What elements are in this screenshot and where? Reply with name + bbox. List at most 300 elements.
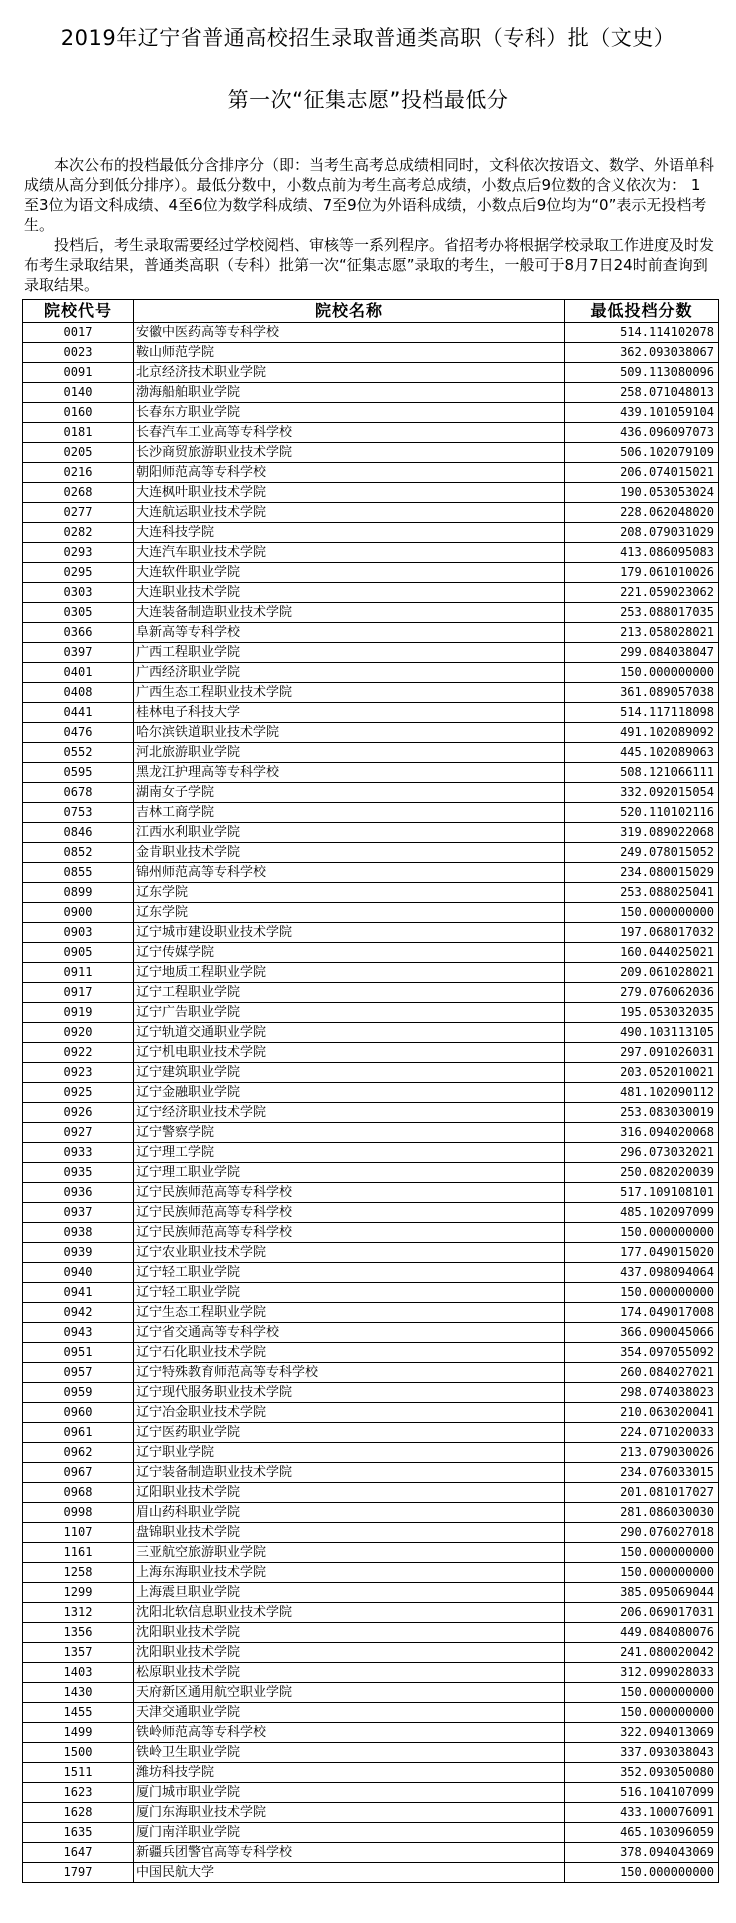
- min-score-cell: 213.058028021: [565, 623, 719, 643]
- school-code-cell: 0933: [23, 1143, 134, 1163]
- table-row: [23, 403, 719, 423]
- min-score-cell: 352.093050080: [565, 1763, 719, 1783]
- school-name-cell: 辽宁建筑职业学院: [134, 1063, 565, 1083]
- table-row: [23, 983, 719, 1003]
- school-code-cell: 0962: [23, 1443, 134, 1463]
- table-row: [23, 723, 719, 743]
- min-score-cell: 516.104107099: [565, 1783, 719, 1803]
- min-score-cell: 361.089057038: [565, 683, 719, 703]
- table-row: [23, 1263, 719, 1283]
- school-code-cell: 1511: [23, 1763, 134, 1783]
- table-row: [23, 1423, 719, 1443]
- min-score-cell: 362.093038067: [565, 343, 719, 363]
- school-name-cell: 三亚航空旅游职业学院: [134, 1543, 565, 1563]
- school-name-cell: 辽宁医药职业学院: [134, 1423, 565, 1443]
- min-score-cell: 439.101059104: [565, 403, 719, 423]
- min-score-cell: 174.049017008: [565, 1303, 719, 1323]
- min-score-cell: 509.113080096: [565, 363, 719, 383]
- table-row: [23, 1383, 719, 1403]
- table-row: [23, 563, 719, 583]
- table-row: [23, 1483, 719, 1503]
- school-code-cell: 0091: [23, 363, 134, 383]
- table-row: [23, 1563, 719, 1583]
- school-code-cell: 0942: [23, 1303, 134, 1323]
- school-code-cell: 0408: [23, 683, 134, 703]
- school-name-cell: 大连枫叶职业技术学院: [134, 483, 565, 503]
- min-score-cell: 224.071020033: [565, 1423, 719, 1443]
- table-row: [23, 1743, 719, 1763]
- school-name-cell: 辽东学院: [134, 903, 565, 923]
- table-row: [23, 1043, 719, 1063]
- school-code-cell: 0943: [23, 1323, 134, 1343]
- school-name-cell: 广西经济职业学院: [134, 663, 565, 683]
- table-row: [23, 1003, 719, 1023]
- min-score-cell: 150.000000000: [565, 1283, 719, 1303]
- school-name-cell: 眉山药科职业学院: [134, 1503, 565, 1523]
- school-code-cell: 0927: [23, 1123, 134, 1143]
- table-row: [23, 1123, 719, 1143]
- school-name-cell: 厦门城市职业学院: [134, 1783, 565, 1803]
- school-code-cell: 1455: [23, 1703, 134, 1723]
- min-score-cell: 197.068017032: [565, 923, 719, 943]
- school-code-cell: 0205: [23, 443, 134, 463]
- table-row: [23, 1463, 719, 1483]
- table-row: [23, 423, 719, 443]
- school-code-cell: 0678: [23, 783, 134, 803]
- header-school-code: 院校代号: [23, 300, 134, 323]
- table-row: [23, 683, 719, 703]
- school-name-cell: 哈尔滨铁道职业技术学院: [134, 723, 565, 743]
- table-row: [23, 503, 719, 523]
- table-row: [23, 1343, 719, 1363]
- table-row: [23, 863, 719, 883]
- table-row: [23, 943, 719, 963]
- school-code-cell: 0160: [23, 403, 134, 423]
- table-row: [23, 1523, 719, 1543]
- table-row: [23, 343, 719, 363]
- min-score-cell: 297.091026031: [565, 1043, 719, 1063]
- min-score-cell: 465.103096059: [565, 1823, 719, 1843]
- school-code-cell: 0293: [23, 543, 134, 563]
- school-code-cell: 1623: [23, 1783, 134, 1803]
- school-code-cell: 1357: [23, 1643, 134, 1663]
- table-row: [23, 1083, 719, 1103]
- table-row: [23, 1403, 719, 1423]
- min-score-cell: 433.100076091: [565, 1803, 719, 1823]
- table-row: [23, 963, 719, 983]
- table-row: [23, 1223, 719, 1243]
- school-name-cell: 渤海船舶职业学院: [134, 383, 565, 403]
- school-code-cell: 0998: [23, 1503, 134, 1523]
- school-name-cell: 大连软件职业学院: [134, 563, 565, 583]
- table-row: [23, 843, 719, 863]
- table-row: [23, 783, 719, 803]
- table-row: [23, 1803, 719, 1823]
- table-row: [23, 1583, 719, 1603]
- min-score-cell: 253.083030019: [565, 1103, 719, 1123]
- school-code-cell: 0951: [23, 1343, 134, 1363]
- school-name-cell: 沈阳职业技术学院: [134, 1623, 565, 1643]
- school-code-cell: 0960: [23, 1403, 134, 1423]
- school-name-cell: 辽宁传媒学院: [134, 943, 565, 963]
- table-row: [23, 743, 719, 763]
- school-name-cell: 潍坊科技学院: [134, 1763, 565, 1783]
- table-row: [23, 703, 719, 723]
- school-code-cell: 0911: [23, 963, 134, 983]
- min-score-cell: 213.079030026: [565, 1443, 719, 1463]
- school-name-cell: 厦门南洋职业学院: [134, 1823, 565, 1843]
- table-row: [23, 583, 719, 603]
- table-row: [23, 1103, 719, 1123]
- table-row: [23, 903, 719, 923]
- school-name-cell: 辽宁轨道交通职业学院: [134, 1023, 565, 1043]
- school-name-cell: 辽宁经济职业技术学院: [134, 1103, 565, 1123]
- min-score-cell: 337.093038043: [565, 1743, 719, 1763]
- school-code-cell: 0303: [23, 583, 134, 603]
- table-row: [23, 923, 719, 943]
- school-code-cell: 1500: [23, 1743, 134, 1763]
- school-name-cell: 辽宁民族师范高等专科学校: [134, 1203, 565, 1223]
- table-row: [23, 1723, 719, 1743]
- school-code-cell: 0023: [23, 343, 134, 363]
- header-min-score: 最低投档分数: [565, 300, 719, 323]
- table-row: [23, 803, 719, 823]
- table-row: [23, 363, 719, 383]
- school-name-cell: 辽宁城市建设职业技术学院: [134, 923, 565, 943]
- school-name-cell: 辽宁冶金职业技术学院: [134, 1403, 565, 1423]
- min-score-cell: 150.000000000: [565, 1563, 719, 1583]
- table-row: [23, 443, 719, 463]
- table-row: [23, 1863, 719, 1883]
- min-score-cell: 514.117118098: [565, 703, 719, 723]
- school-name-cell: 大连科技学院: [134, 523, 565, 543]
- school-name-cell: 辽宁特殊教育师范高等专科学校: [134, 1363, 565, 1383]
- min-score-cell: 234.076033015: [565, 1463, 719, 1483]
- school-name-cell: 沈阳职业技术学院: [134, 1643, 565, 1663]
- min-score-cell: 296.073032021: [565, 1143, 719, 1163]
- school-name-cell: 辽宁民族师范高等专科学校: [134, 1223, 565, 1243]
- table-row: [23, 603, 719, 623]
- school-code-cell: 0938: [23, 1223, 134, 1243]
- school-code-cell: 0935: [23, 1163, 134, 1183]
- min-score-cell: 150.000000000: [565, 903, 719, 923]
- school-code-cell: 0140: [23, 383, 134, 403]
- min-score-cell: 206.074015021: [565, 463, 719, 483]
- school-code-cell: 1628: [23, 1803, 134, 1823]
- table-row: [23, 883, 719, 903]
- min-score-cell: 241.080020042: [565, 1643, 719, 1663]
- school-name-cell: 新疆兵团警官高等专科学校: [134, 1843, 565, 1863]
- school-code-cell: 1356: [23, 1623, 134, 1643]
- table-row: [23, 1203, 719, 1223]
- school-code-cell: 0017: [23, 323, 134, 343]
- min-score-cell: 279.076062036: [565, 983, 719, 1003]
- school-code-cell: 0920: [23, 1023, 134, 1043]
- school-code-cell: 0268: [23, 483, 134, 503]
- table-body: [23, 323, 719, 1883]
- school-code-cell: 0959: [23, 1383, 134, 1403]
- min-score-cell: 506.102079109: [565, 443, 719, 463]
- min-score-cell: 517.109108101: [565, 1183, 719, 1203]
- school-code-cell: 1430: [23, 1683, 134, 1703]
- school-code-cell: 0899: [23, 883, 134, 903]
- min-score-cell: 195.053032035: [565, 1003, 719, 1023]
- table-row: [23, 1703, 719, 1723]
- table-row: [23, 1163, 719, 1183]
- intro-paragraph-1: 本次公布的投档最低分含排序分（即：当考生高考总成绩相同时，文科依次按语文、数学、外语单科成绩从高分到低分排序）。最低分数中，小数点前为考生高考总成绩，小数点后9位数的含义依次为： 1至3位为语文科成绩、4至6位为数学科成绩、7至9位为外语科成绩，小数点后9位均为“0”表示无投档考生。: [24, 156, 715, 234]
- table-row: [23, 1843, 719, 1863]
- school-code-cell: 0397: [23, 643, 134, 663]
- school-code-cell: 0595: [23, 763, 134, 783]
- school-code-cell: 1299: [23, 1583, 134, 1603]
- table-row: [23, 1623, 719, 1643]
- min-score-cell: 481.102090112: [565, 1083, 719, 1103]
- min-score-cell: 160.044025021: [565, 943, 719, 963]
- min-score-cell: 490.103113105: [565, 1023, 719, 1043]
- school-name-cell: 锦州师范高等专科学校: [134, 863, 565, 883]
- min-score-cell: 354.097055092: [565, 1343, 719, 1363]
- table-row: [23, 1543, 719, 1563]
- school-code-cell: 1258: [23, 1563, 134, 1583]
- school-code-cell: 0903: [23, 923, 134, 943]
- school-code-cell: 0441: [23, 703, 134, 723]
- school-name-cell: 辽宁农业职业技术学院: [134, 1243, 565, 1263]
- min-score-cell: 298.074038023: [565, 1383, 719, 1403]
- school-name-cell: 广西生态工程职业技术学院: [134, 683, 565, 703]
- min-score-cell: 203.052010021: [565, 1063, 719, 1083]
- school-code-cell: 0919: [23, 1003, 134, 1023]
- school-code-cell: 0401: [23, 663, 134, 683]
- min-score-cell: 299.084038047: [565, 643, 719, 663]
- min-score-cell: 209.061028021: [565, 963, 719, 983]
- min-score-cell: 206.069017031: [565, 1603, 719, 1623]
- school-name-cell: 安徽中医药高等专科学校: [134, 323, 565, 343]
- min-score-cell: 445.102089063: [565, 743, 719, 763]
- school-code-cell: 0917: [23, 983, 134, 1003]
- min-score-cell: 253.088025041: [565, 883, 719, 903]
- min-score-cell: 253.088017035: [565, 603, 719, 623]
- min-score-cell: 485.102097099: [565, 1203, 719, 1223]
- table-row: [23, 1183, 719, 1203]
- school-code-cell: 0366: [23, 623, 134, 643]
- page-title: 2019年辽宁省普通高校招生录取普通类高职（专科）批（文史）: [60, 26, 676, 50]
- school-code-cell: 0753: [23, 803, 134, 823]
- school-name-cell: 上海东海职业技术学院: [134, 1563, 565, 1583]
- school-name-cell: 辽宁工程职业学院: [134, 983, 565, 1003]
- school-name-cell: 辽宁生态工程职业学院: [134, 1303, 565, 1323]
- table-row: [23, 643, 719, 663]
- min-score-cell: 436.096097073: [565, 423, 719, 443]
- school-name-cell: 辽宁职业学院: [134, 1443, 565, 1463]
- table-row: [23, 1303, 719, 1323]
- school-name-cell: 大连装备制造职业技术学院: [134, 603, 565, 623]
- table-row: [23, 1143, 719, 1163]
- school-name-cell: 北京经济技术职业学院: [134, 363, 565, 383]
- school-code-cell: 1797: [23, 1863, 134, 1883]
- school-code-cell: 1312: [23, 1603, 134, 1623]
- school-code-cell: 0941: [23, 1283, 134, 1303]
- min-score-cell: 234.080015029: [565, 863, 719, 883]
- school-name-cell: 辽宁理工学院: [134, 1143, 565, 1163]
- min-score-cell: 366.090045066: [565, 1323, 719, 1343]
- school-code-cell: 0923: [23, 1063, 134, 1083]
- school-name-cell: 辽宁广告职业学院: [134, 1003, 565, 1023]
- table-row: [23, 483, 719, 503]
- school-code-cell: 0295: [23, 563, 134, 583]
- min-score-cell: 514.114102078: [565, 323, 719, 343]
- min-score-cell: 449.084080076: [565, 1623, 719, 1643]
- min-score-cell: 228.062048020: [565, 503, 719, 523]
- school-code-cell: 0967: [23, 1463, 134, 1483]
- table-row: [23, 543, 719, 563]
- table-row: [23, 1283, 719, 1303]
- school-code-cell: 0925: [23, 1083, 134, 1103]
- school-name-cell: 辽宁理工职业学院: [134, 1163, 565, 1183]
- min-score-cell: 150.000000000: [565, 663, 719, 683]
- school-name-cell: 沈阳北软信息职业技术学院: [134, 1603, 565, 1623]
- school-code-cell: 1403: [23, 1663, 134, 1683]
- school-code-cell: 0305: [23, 603, 134, 623]
- table-row: [23, 1683, 719, 1703]
- min-score-cell: 312.099028033: [565, 1663, 719, 1683]
- table-row: [23, 523, 719, 543]
- table-header-row: [23, 300, 719, 323]
- school-code-cell: 0552: [23, 743, 134, 763]
- table-row: [23, 1023, 719, 1043]
- school-code-cell: 1499: [23, 1723, 134, 1743]
- school-name-cell: 铁岭师范高等专科学校: [134, 1723, 565, 1743]
- school-name-cell: 厦门东海职业技术学院: [134, 1803, 565, 1823]
- school-name-cell: 广西工程职业学院: [134, 643, 565, 663]
- table-row: [23, 1643, 719, 1663]
- min-score-cell: 413.086095083: [565, 543, 719, 563]
- min-score-cell: 316.094020068: [565, 1123, 719, 1143]
- school-code-cell: 0937: [23, 1203, 134, 1223]
- school-code-cell: 0968: [23, 1483, 134, 1503]
- min-score-cell: 258.071048013: [565, 383, 719, 403]
- school-name-cell: 辽宁地质工程职业学院: [134, 963, 565, 983]
- school-name-cell: 松原职业技术学院: [134, 1663, 565, 1683]
- school-code-cell: 0476: [23, 723, 134, 743]
- table-row: [23, 823, 719, 843]
- school-name-cell: 大连汽车职业技术学院: [134, 543, 565, 563]
- school-name-cell: 盘锦职业技术学院: [134, 1523, 565, 1543]
- min-score-cell: 221.059023062: [565, 583, 719, 603]
- table-row: [23, 323, 719, 343]
- table-row: [23, 763, 719, 783]
- min-score-cell: 319.089022068: [565, 823, 719, 843]
- table-row: [23, 1503, 719, 1523]
- min-score-cell: 491.102089092: [565, 723, 719, 743]
- school-code-cell: 0900: [23, 903, 134, 923]
- header-school-name: 院校名称: [134, 300, 565, 323]
- school-name-cell: 辽宁机电职业技术学院: [134, 1043, 565, 1063]
- min-score-cell: 281.086030030: [565, 1503, 719, 1523]
- school-name-cell: 江西水利职业学院: [134, 823, 565, 843]
- school-name-cell: 河北旅游职业学院: [134, 743, 565, 763]
- table-row: [23, 1063, 719, 1083]
- school-name-cell: 辽东学院: [134, 883, 565, 903]
- school-code-cell: 0939: [23, 1243, 134, 1263]
- min-score-cell: 437.098094064: [565, 1263, 719, 1283]
- table-row: [23, 383, 719, 403]
- table-row: [23, 1763, 719, 1783]
- school-name-cell: 辽宁轻工职业学院: [134, 1283, 565, 1303]
- min-score-cell: 177.049015020: [565, 1243, 719, 1263]
- min-score-cell: 190.053053024: [565, 483, 719, 503]
- intro-text: [24, 155, 714, 295]
- table-row: [23, 1823, 719, 1843]
- school-name-cell: 长沙商贸旅游职业技术学院: [134, 443, 565, 463]
- school-code-cell: 0846: [23, 823, 134, 843]
- school-name-cell: 金肯职业技术学院: [134, 843, 565, 863]
- table-row: [23, 1243, 719, 1263]
- min-score-cell: 290.076027018: [565, 1523, 719, 1543]
- school-code-cell: 0961: [23, 1423, 134, 1443]
- min-score-cell: 150.000000000: [565, 1223, 719, 1243]
- school-name-cell: 辽宁现代服务职业技术学院: [134, 1383, 565, 1403]
- school-name-cell: 湖南女子学院: [134, 783, 565, 803]
- min-score-cell: 249.078015052: [565, 843, 719, 863]
- min-score-cell: 150.000000000: [565, 1683, 719, 1703]
- min-score-cell: 179.061010026: [565, 563, 719, 583]
- school-name-cell: 辽宁金融职业学院: [134, 1083, 565, 1103]
- min-score-cell: 201.081017027: [565, 1483, 719, 1503]
- school-code-cell: 0282: [23, 523, 134, 543]
- school-code-cell: 0940: [23, 1263, 134, 1283]
- min-score-cell: 322.094013069: [565, 1723, 719, 1743]
- table-row: [23, 623, 719, 643]
- school-name-cell: 吉林工商学院: [134, 803, 565, 823]
- min-score-cell: 150.000000000: [565, 1863, 719, 1883]
- school-name-cell: 辽宁装备制造职业技术学院: [134, 1463, 565, 1483]
- table-row: [23, 1663, 719, 1683]
- school-name-cell: 朝阳师范高等专科学校: [134, 463, 565, 483]
- school-name-cell: 辽宁轻工职业学院: [134, 1263, 565, 1283]
- school-code-cell: 1107: [23, 1523, 134, 1543]
- school-name-cell: 桂林电子科技大学: [134, 703, 565, 723]
- min-score-cell: 520.110102116: [565, 803, 719, 823]
- school-name-cell: 辽宁警察学院: [134, 1123, 565, 1143]
- school-code-cell: 0922: [23, 1043, 134, 1063]
- school-code-cell: 1161: [23, 1543, 134, 1563]
- school-code-cell: 0957: [23, 1363, 134, 1383]
- school-name-cell: 辽宁石化职业技术学院: [134, 1343, 565, 1363]
- school-code-cell: 0855: [23, 863, 134, 883]
- school-name-cell: 阜新高等专科学校: [134, 623, 565, 643]
- school-code-cell: 0216: [23, 463, 134, 483]
- page-subtitle: 第一次“征集志愿”投档最低分: [227, 88, 509, 112]
- school-code-cell: 1635: [23, 1823, 134, 1843]
- intro-paragraph-2: 投档后，考生录取需要经过学校阅档、审核等一系列程序。省招考办将根据学校录取工作进度及时发布考生录取结果，普通类高职（专科）批第一次“征集志愿”录取的考生，一般可于8月7日24时前查询到录取结果。: [24, 236, 715, 294]
- min-score-cell: 150.000000000: [565, 1543, 719, 1563]
- table-row: [23, 463, 719, 483]
- table-row: [23, 663, 719, 683]
- school-code-cell: 0926: [23, 1103, 134, 1123]
- admission-score-table: [22, 299, 719, 1883]
- school-code-cell: 0852: [23, 843, 134, 863]
- school-name-cell: 大连航运职业技术学院: [134, 503, 565, 523]
- table-row: [23, 1783, 719, 1803]
- school-name-cell: 长春汽车工业高等专科学校: [134, 423, 565, 443]
- school-name-cell: 上海震旦职业学院: [134, 1583, 565, 1603]
- min-score-cell: 208.079031029: [565, 523, 719, 543]
- min-score-cell: 332.092015054: [565, 783, 719, 803]
- min-score-cell: 210.063020041: [565, 1403, 719, 1423]
- table-row: [23, 1443, 719, 1463]
- school-name-cell: 长春东方职业学院: [134, 403, 565, 423]
- school-name-cell: 大连职业技术学院: [134, 583, 565, 603]
